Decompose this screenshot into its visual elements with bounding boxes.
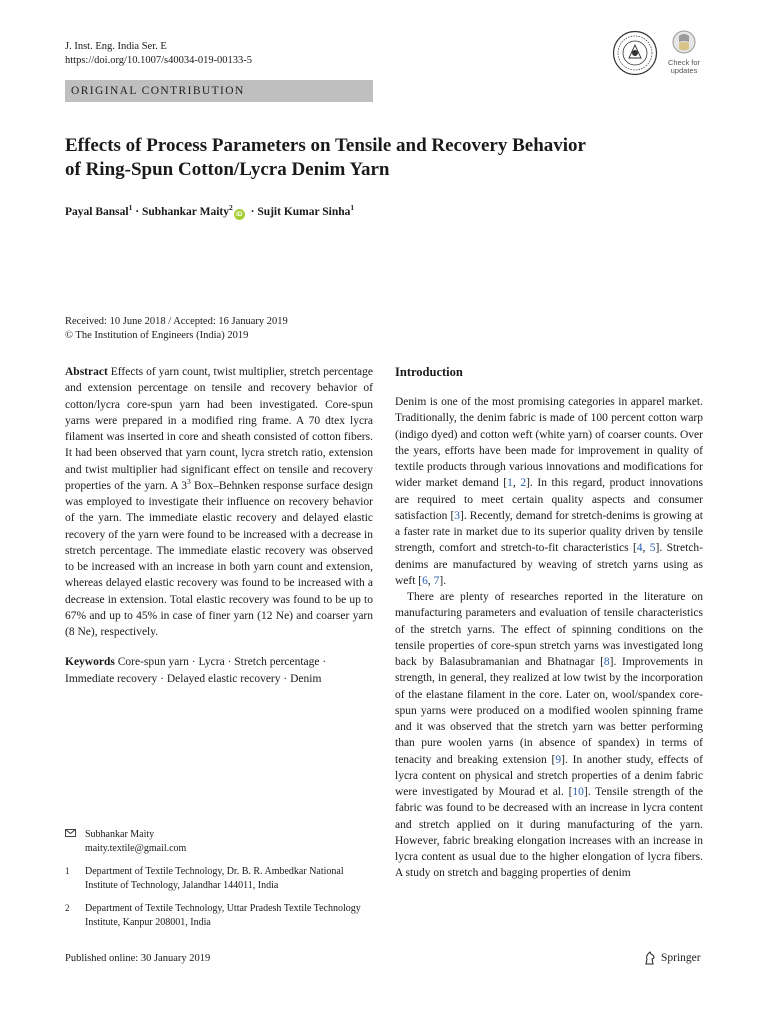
corresponding-author — [65, 828, 373, 855]
text-run: , — [427, 574, 434, 587]
author-list — [65, 204, 354, 220]
abstract-superscript: 3 — [186, 476, 191, 486]
citation-link[interactable]: 3 — [454, 509, 461, 522]
footnotes — [65, 828, 373, 939]
abstract-label: Abstract — [65, 366, 108, 378]
text-run: ]. In this regard, product innovations are required to meet certain quality aspects and consumer satisfaction [ — [395, 477, 703, 522]
affiliation-mark: 1 — [65, 866, 70, 876]
author-affiliation-mark: 1 — [350, 203, 355, 212]
journal-header — [65, 40, 252, 68]
citation-link[interactable]: 7 — [433, 574, 440, 587]
abstract — [65, 364, 373, 640]
citation-link[interactable]: 5 — [649, 542, 656, 555]
text-run: ]. — [439, 574, 447, 587]
institution-seal-icon — [612, 30, 658, 76]
intro-paragraph-1 — [395, 394, 703, 589]
affiliation-text: Department of Textile Technology, Uttar Pradesh Textile Technology Institute, Kanpur 208001, India — [85, 903, 361, 928]
citation-link[interactable]: 8 — [603, 656, 610, 668]
abstract-text — [65, 364, 373, 640]
orcid-icon[interactable]: iD — [234, 209, 245, 220]
citation-link[interactable]: 9 — [555, 753, 562, 766]
abstract-body-b: Box–Behnken response surface design was employed to investigate their influence on recovery behavior of the yarn. The immediate elastic recovery and delayed elastic recovery of the yarn were found to be increased with a decrease in stretch percentage. The immediate elastic recovery was observed to be increased with an increase in both yarn count and extension, whereas delayed elastic recovery was found to be increased with a decrease in extension. Total elastic recovery was found to be up to 67% and up to 45% in case of finer yarn (12 Ne) and coarser yarn (8 Ne), respectively. — [65, 479, 373, 638]
citation-link[interactable]: 1 — [507, 477, 513, 490]
journal-name: J. Inst. Eng. India Ser. E — [65, 41, 167, 52]
affiliation-2 — [65, 902, 373, 929]
abstract-body-a: Effects of yarn count, twist multiplier, stretch percentage and extension percentage on tensile and recovery behavior of cotton/lycra core-spun yarn had been investigated. Core-spun yarns were prepared in a modified ring frame. A 70 dtex lycra filament was inserted in core and sheath consisted of cotton fibers. It had been observed that yarn count, lycra stretch ratio, extension and twist multiplier had significant effect on tensile and recovery properties of the yarn. A 3 — [65, 366, 373, 492]
envelope-icon — [65, 828, 85, 855]
contact-name: Subhankar Maity — [85, 829, 155, 840]
intro-paragraph-2 — [395, 589, 703, 882]
check-updates-icon — [671, 30, 697, 54]
text-run: ]. Improvements in strength, in general, they realized at low twist by the incorporation of the elastane filament in the core. Later on, wool/spandex core-spun yarns were produced on a modified woolen spinning frame and it was observed that the stretch yarn was better performing than pure woolen yarns (in absence of spandex) in terms of tenacity and breaking extension [ — [395, 656, 704, 766]
keywords — [65, 654, 373, 687]
copyright-line: © The Institution of Engineers (India) 2019 — [65, 330, 249, 341]
article-dates — [65, 315, 288, 343]
citation-link[interactable]: 10 — [572, 786, 584, 798]
text-run: ]. Tensile strength of the fabric was found to be decreased with an increase in lycra content and stretch applied on it during manufacturing of the yarn. However, fabric breaking elongation increases with an increase in lycra content as usual due to the higher elongation of lycra fibers. A study on stretch and bagging properties of denim — [395, 786, 703, 880]
text-run: There are plenty of researches reported in the literature on manufacturing parameters and evaluation of tensile characteristics of the stretch yarns. The effect of spinning conditions on the tensile properties of core-spun stretch yarns was investigated long back by Balasubramanian and Bhatnagar [ — [395, 591, 703, 668]
check-updates-label: Check for — [667, 58, 701, 67]
text-run: ]. Stretch-denims are manufactured by weaving of stretch yarns using as weft [ — [395, 542, 703, 587]
left-column — [65, 364, 373, 687]
text-run: , — [512, 477, 521, 490]
text-run: ]. Recently, demand for stretch-denims is growing at a faster rate in market due to its superior quality driven by tensile strength, comfort and stretch-to-fit characteristics [ — [395, 509, 704, 555]
author-name[interactable]: Sujit Kumar Sinha — [257, 206, 351, 218]
keywords-label: Keywords — [65, 656, 115, 669]
keywords-text: Core-spun yarn · Lycra · Stretch percentage · Immediate recovery · Delayed elastic recovery · Denim — [65, 656, 327, 685]
affiliation-text: Department of Textile Technology, Dr. B. R. Ambedkar National Institute of Technology, Jalandhar 144011, India — [85, 866, 344, 891]
publisher-name: Springer — [661, 952, 701, 964]
author-name[interactable]: Payal Bansal — [65, 206, 129, 218]
author-separator: · — [247, 206, 258, 218]
affiliation-1 — [65, 865, 373, 892]
text-run: , — [642, 542, 650, 555]
affiliation-mark: 2 — [65, 903, 70, 913]
section-heading-introduction: Introduction — [395, 365, 463, 379]
text-run: ]. In another study, effects of lycra content on physical and stretch properties of a denim fabric were investigated by Mourad et al. [ — [395, 753, 703, 798]
article-type-banner: ORIGINAL CONTRIBUTION — [65, 80, 373, 102]
article-title — [65, 134, 705, 182]
check-updates-label-2: updates — [670, 66, 698, 75]
contact-email[interactable]: maity.textile@gmail.com — [85, 842, 187, 854]
author-separator: · — [132, 206, 142, 218]
citation-link[interactable]: 4 — [636, 542, 643, 555]
text-run: Denim is one of the most promising categories in apparel market. Traditionally, the denim fabric is made of 100 percent cotton warp (indigo dyed) and cotton weft (white yarn) of coarser counts. Over the years, efforts have been made for improvement in quality of textile products through various innovations and modifications for wider market demand [ — [395, 396, 703, 490]
citation-link[interactable]: 6 — [422, 574, 428, 587]
right-column — [395, 364, 703, 882]
title-line-2: of Ring-Spun Cotton/Lycra Denim Yarn — [65, 159, 390, 180]
published-date: Published online: 30 January 2019 — [65, 953, 211, 964]
author-affiliation-mark: 2 — [228, 203, 233, 212]
check-for-updates-badge[interactable] — [664, 30, 704, 75]
citation-link[interactable]: 2 — [520, 477, 527, 490]
received-accepted-dates: Received: 10 June 2018 / Accepted: 16 January 2019 — [65, 316, 288, 327]
title-line-1: Effects of Process Parameters on Tensile and Recovery Behavior — [65, 135, 586, 156]
publisher-logo — [643, 951, 701, 965]
author-affiliation-mark: 1 — [128, 203, 133, 212]
springer-horse-icon — [643, 951, 657, 965]
doi-link[interactable]: https://doi.org/10.1007/s40034-019-00133-5 — [65, 55, 253, 66]
author-name[interactable]: Subhankar Maity — [141, 206, 229, 218]
